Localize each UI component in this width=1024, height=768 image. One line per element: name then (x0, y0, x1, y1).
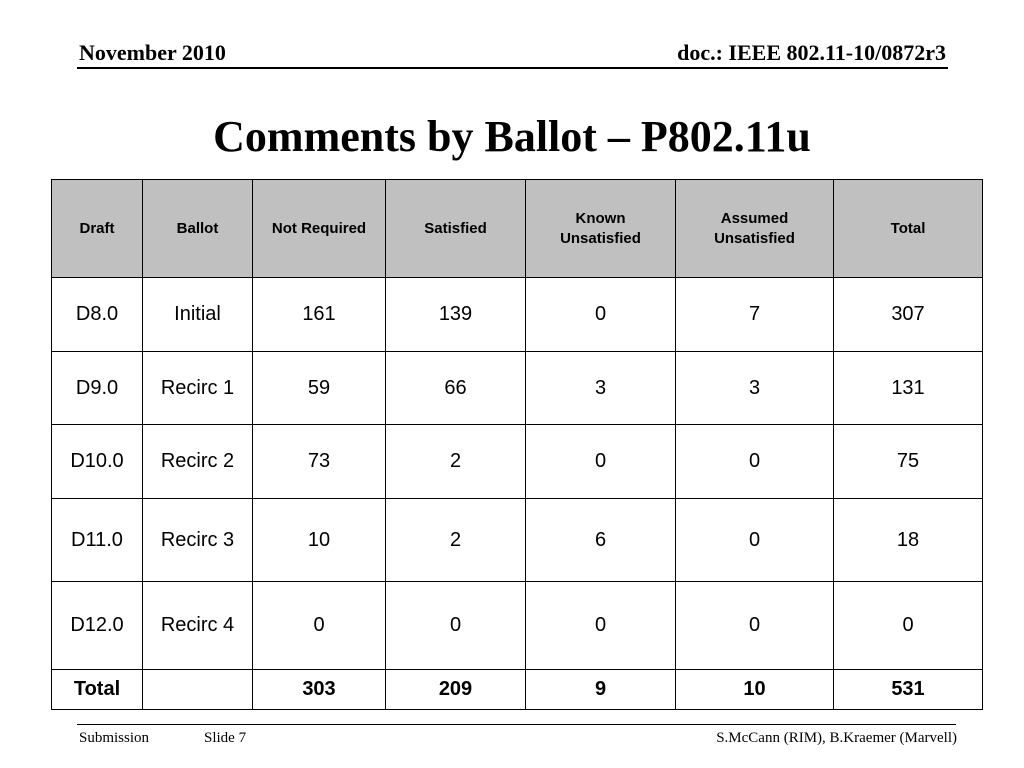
cell-known-unsatisfied: 3 (526, 352, 676, 425)
cell-ballot: Recirc 1 (143, 352, 253, 425)
cell-assumed-unsatisfied: 3 (676, 352, 834, 425)
column-header-ballot: Ballot (143, 180, 253, 278)
cell-total: 131 (834, 352, 983, 425)
table-row (52, 278, 983, 352)
cell-not-required: 161 (253, 278, 386, 352)
cell-known-unsatisfied: 6 (526, 499, 676, 582)
cell-not-required: 0 (253, 582, 386, 670)
cell-ballot: Recirc 3 (143, 499, 253, 582)
table-row (52, 499, 983, 582)
cell-total: 307 (834, 278, 983, 352)
cell-total: 0 (834, 582, 983, 670)
cell-satisfied: 2 (386, 499, 526, 582)
cell-ballot: Recirc 4 (143, 582, 253, 670)
cell-assumed-unsatisfied: 0 (676, 425, 834, 499)
cell-total: 18 (834, 499, 983, 582)
cell-assumed-unsatisfied: 0 (676, 499, 834, 582)
cell-ballot: Initial (143, 278, 253, 352)
slide-title: Comments by Ballot – P802.11u (213, 112, 811, 161)
cell-not-required: 73 (253, 425, 386, 499)
cell-assumed-unsatisfied: 0 (676, 582, 834, 670)
cell-known-unsatisfied: 0 (526, 582, 676, 670)
column-header-total: Total (834, 180, 983, 278)
cell-ballot: Recirc 2 (143, 425, 253, 499)
cell-draft: D8.0 (52, 278, 143, 352)
cell-not-required: 10 (253, 499, 386, 582)
column-header-known-unsatisfied: Known Unsatisfied (526, 180, 676, 278)
table-row (52, 582, 983, 670)
table-total-row (52, 670, 983, 710)
ballot-comments-table (51, 179, 983, 710)
column-header-draft: Draft (52, 180, 143, 278)
cell-known-unsatisfied: 0 (526, 425, 676, 499)
header-doc-id: doc.: IEEE 802.11-10/0872r3 (677, 40, 946, 65)
cell-satisfied: 66 (386, 352, 526, 425)
cell-draft: D12.0 (52, 582, 143, 670)
footer-authors: S.McCann (RIM), B.Kraemer (Marvell) (716, 730, 957, 746)
cell-known-unsatisfied: 9 (526, 670, 676, 710)
table-row (52, 352, 983, 425)
cell-total-label: Total (52, 670, 143, 710)
cell-satisfied: 0 (386, 582, 526, 670)
column-header-not-required: Not Required (253, 180, 386, 278)
cell-satisfied: 209 (386, 670, 526, 710)
footer-submission: Submission (79, 730, 150, 746)
cell-not-required: 303 (253, 670, 386, 710)
header-divider (77, 67, 948, 69)
cell-satisfied: 139 (386, 278, 526, 352)
cell-assumed-unsatisfied: 10 (676, 670, 834, 710)
header-date: November 2010 (79, 40, 226, 65)
cell-total: 75 (834, 425, 983, 499)
column-header-assumed-unsatisfied: Assumed Unsatisfied (676, 180, 834, 278)
cell-draft: D9.0 (52, 352, 143, 425)
cell-satisfied: 2 (386, 425, 526, 499)
cell-not-required: 59 (253, 352, 386, 425)
footer-slide-number: Slide 7 (204, 730, 247, 746)
table-row (52, 425, 983, 499)
table-header-row (52, 180, 983, 278)
cell-ballot (143, 670, 253, 710)
cell-assumed-unsatisfied: 7 (676, 278, 834, 352)
cell-draft: D11.0 (52, 499, 143, 582)
column-header-satisfied: Satisfied (386, 180, 526, 278)
cell-draft: D10.0 (52, 425, 143, 499)
footer-divider (77, 724, 956, 725)
cell-known-unsatisfied: 0 (526, 278, 676, 352)
cell-total: 531 (834, 670, 983, 710)
